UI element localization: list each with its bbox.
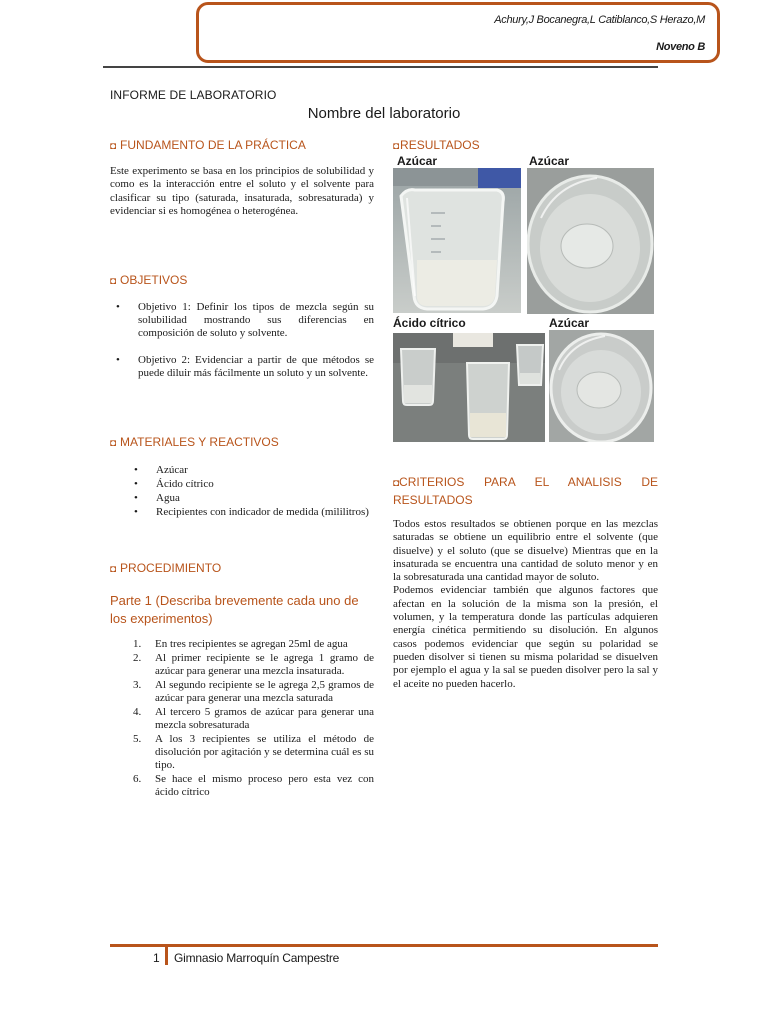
fundamento-text: Este experimento se basa en los principios de solubilidad y como es la interacción entre el soluto y el solvente para clasificar su tipo (saturada, insaturada, sobresaturada) y evidenciar si es homogénea o heterogénea. [110, 165, 374, 217]
beaker-photo [393, 168, 521, 313]
section-heading-criterios: ◘CRITERIOS PARA EL ANALISIS DE RESULTADOS [393, 475, 658, 507]
section-marker-icon: ◘ [393, 478, 400, 489]
section-marker-icon: ◘ [393, 141, 400, 152]
criterios-paragraph: Podemos evidenciar también que algunos factores que afectan en la solución de la misma son la presión, el volumen, y la temperatura donde las partículas adquieren energía cinética permitiendo su disolución. En algunos casos podemos evidenciar que según su polaridad se pueden disolver si tienen su misma polaridad se disuelven por ejemplo el agua y la sal se pueden disolver pero la sal y el aceite no pueden hacerlo. [393, 584, 658, 690]
section-marker-icon: ◘ [110, 438, 117, 449]
list-item: • Objetivo 2: Evidenciar a partir de que métodos se puede diluir más fácilmente un soluto y un solvente. [116, 354, 374, 380]
beaker-top-photo [527, 168, 654, 314]
header-grade: Noveno B [656, 41, 705, 53]
header-box [196, 2, 720, 63]
beaker-top-photo [549, 330, 654, 442]
section-heading-objetivos: ◘ OBJETIVOS [110, 273, 188, 287]
section-heading-fundamento: ◘ FUNDAMENTO DE LA PRÁCTICA [110, 138, 306, 152]
list-item: • Ácido cítrico [134, 478, 374, 491]
header-divider [103, 66, 658, 68]
section-heading-resultados: ◘RESULTADOS [393, 138, 480, 152]
list-item: • Recipientes con indicador de medida (mililitros) [134, 506, 374, 519]
step-item: 4. Al tercero 5 gramos de azúcar para generar una mezcla sobresaturada [133, 706, 374, 731]
section-heading-procedimiento: ◘ PROCEDIMIENTO [110, 561, 222, 575]
part-heading: Parte 1 (Describa brevemente cada uno de los experimentos) [110, 593, 359, 626]
step-item: 3. Al segundo recipiente se le agrega 2,5 gramos de azúcar para generar una mezcla saturada [133, 679, 374, 704]
criterios-paragraph: Todos estos resultados se obtienen porque en las mezclas saturadas se obtiene un equilibrio entre el solvente (que disuelve) y el soluto (que se disuelve) Mientras que en la insaturada se encuentra una cantidad de soluto menor y en la sobresaturada una cantidad mayor de soluto. [393, 518, 658, 584]
header-authors: Achury,J Bocanegra,L Catiblanco,S Herazo,M [494, 14, 705, 26]
criterios-text [393, 518, 658, 691]
report-title: Nombre del laboratorio [307, 105, 461, 122]
page-number: 1 [153, 951, 160, 965]
objetivos-list [116, 301, 374, 380]
footer-separator [165, 947, 168, 965]
photo-label: Azúcar [397, 154, 438, 168]
step-item: 5. A los 3 recipientes se utiliza el método de disolución por agitación y se determina cuál es su tipo. [133, 733, 374, 771]
procedimiento-steps [133, 638, 374, 800]
step-item: 2. Al primer recipiente se le agrega 1 gramo de azúcar para generar una mezcla insaturada. [133, 652, 374, 677]
step-item: 6. Se hace el mismo proceso pero esta vez con ácido cítrico [133, 773, 374, 798]
photo-label: Azúcar [529, 154, 570, 168]
section-marker-icon: ◘ [110, 564, 117, 575]
list-item: • Azúcar [134, 464, 374, 477]
list-item: • Objetivo 1: Definir los tipos de mezcla según su solubilidad mostrando sus diferencias en composición de soluto y solvente. [116, 301, 374, 340]
section-marker-icon: ◘ [110, 276, 117, 287]
photo-label: Ácido cítrico [393, 316, 466, 330]
step-item: 1. En tres recipientes se agregan 25ml de agua [133, 638, 348, 650]
report-label: INFORME DE LABORATORIO [110, 88, 277, 102]
list-item: • Agua [134, 492, 374, 505]
materiales-list [134, 464, 374, 519]
beakers-photo [393, 333, 545, 442]
footer-school: Gimnasio Marroquín Campestre [174, 951, 340, 965]
section-marker-icon: ◘ [110, 141, 117, 152]
section-heading-materiales: ◘ MATERIALES Y REACTIVOS [110, 435, 279, 449]
photo-label: Azúcar [549, 316, 590, 330]
footer-divider [110, 944, 658, 947]
